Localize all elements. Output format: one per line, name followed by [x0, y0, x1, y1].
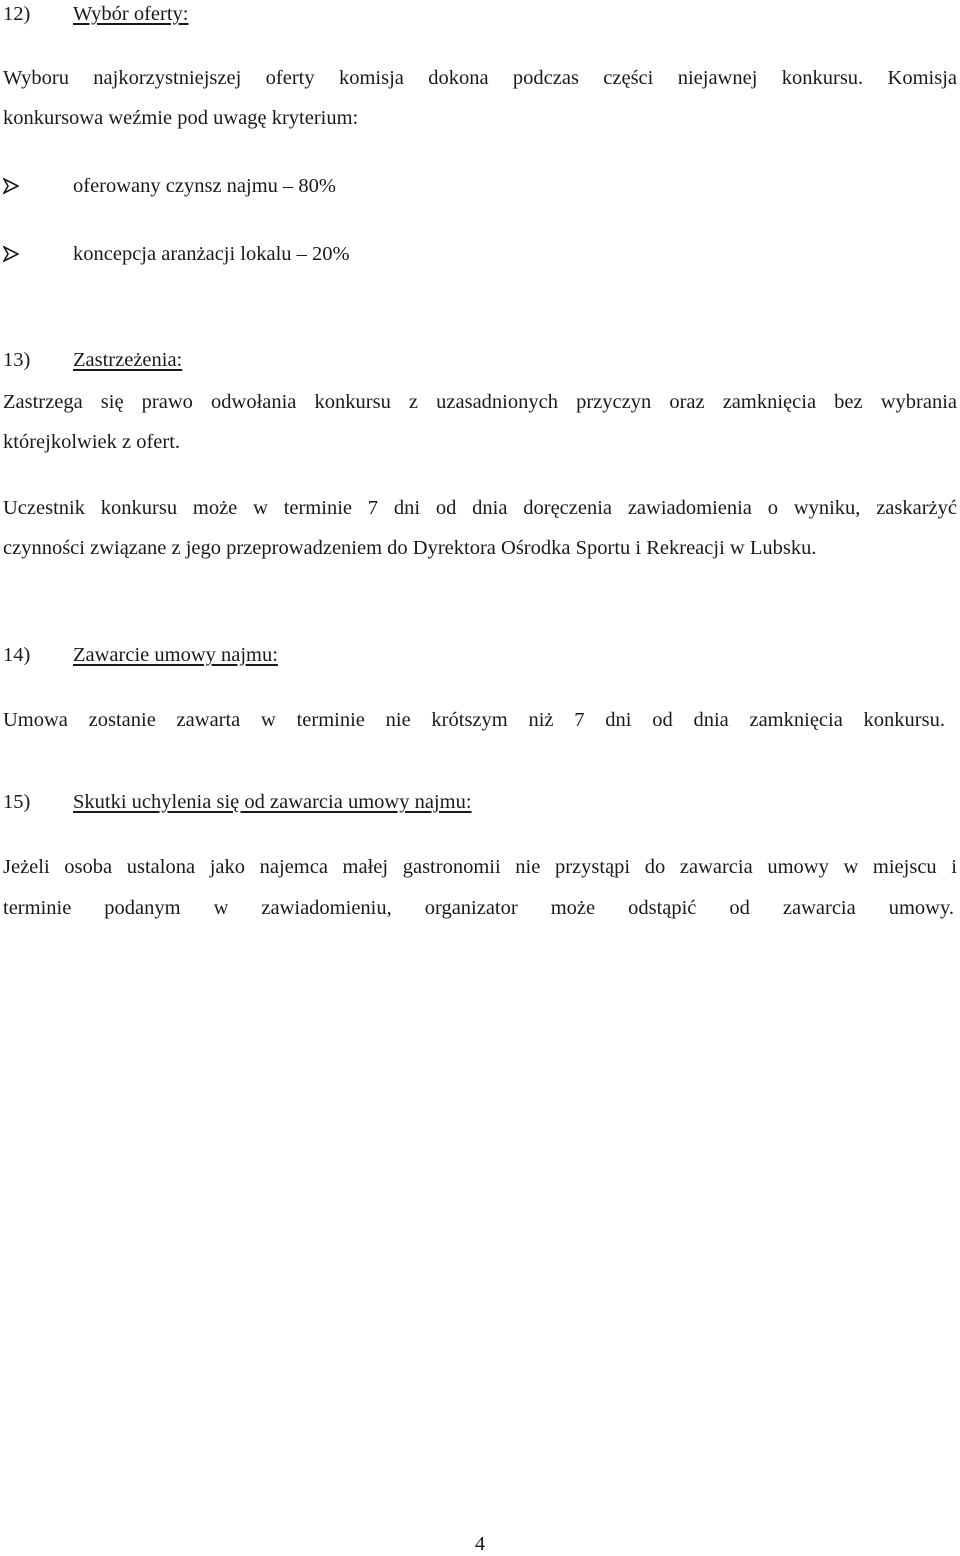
- arrowhead-bullet-icon: [3, 178, 19, 194]
- paragraph-line: Wyboru najkorzystniejszej oferty komisja dokona podczas części niejawnej konkursu. Komisja: [3, 67, 957, 89]
- section-title: Zastrzeżenia:: [73, 349, 183, 371]
- section-title: Skutki uchylenia się od zawarcia umowy najmu:: [73, 791, 472, 813]
- paragraph-line: Uczestnik konkursu może w terminie 7 dni od dnia doręczenia zawiadomienia o wyniku, zaskarżyć: [3, 497, 957, 519]
- section-number: 15): [3, 791, 31, 813]
- paragraph-line: którejkolwiek z ofert.: [3, 431, 181, 453]
- section-title: Zawarcie umowy najmu:: [73, 644, 278, 666]
- paragraph-line: czynności związane z jego przeprowadzeniem do Dyrektora Ośrodka Sportu i Rekreacji w Lubsku.: [3, 537, 817, 559]
- list-item-label: oferowany czynsz najmu – 80%: [73, 175, 336, 197]
- section-number: 13): [3, 349, 31, 371]
- paragraph-line: konkursowa weźmie pod uwagę kryterium:: [3, 107, 359, 129]
- page-number: 4: [474, 1533, 486, 1555]
- section-number: 12): [3, 3, 31, 25]
- paragraph-line: Zastrzega się prawo odwołania konkursu z uzasadnionych przyczyn oraz zamknięcia bez wybrania: [3, 391, 957, 413]
- paragraph-line: terminie podanym w zawiadomieniu, organizator może odstąpić od zawarcia umowy.: [3, 897, 954, 919]
- section-number: 14): [3, 644, 31, 666]
- paragraph-line: Jeżeli osoba ustalona jako najemca małej gastronomii nie przystąpi do zawarcia umowy w miejscu i: [3, 856, 957, 878]
- list-item-label: koncepcja aranżacji lokalu – 20%: [73, 243, 350, 265]
- arrowhead-bullet-icon: [3, 246, 19, 262]
- paragraph-line: Umowa zostanie zawarta w terminie nie krótszym niż 7 dni od dnia zamknięcia konkursu.: [3, 709, 945, 731]
- section-title: Wybór oferty:: [73, 3, 189, 25]
